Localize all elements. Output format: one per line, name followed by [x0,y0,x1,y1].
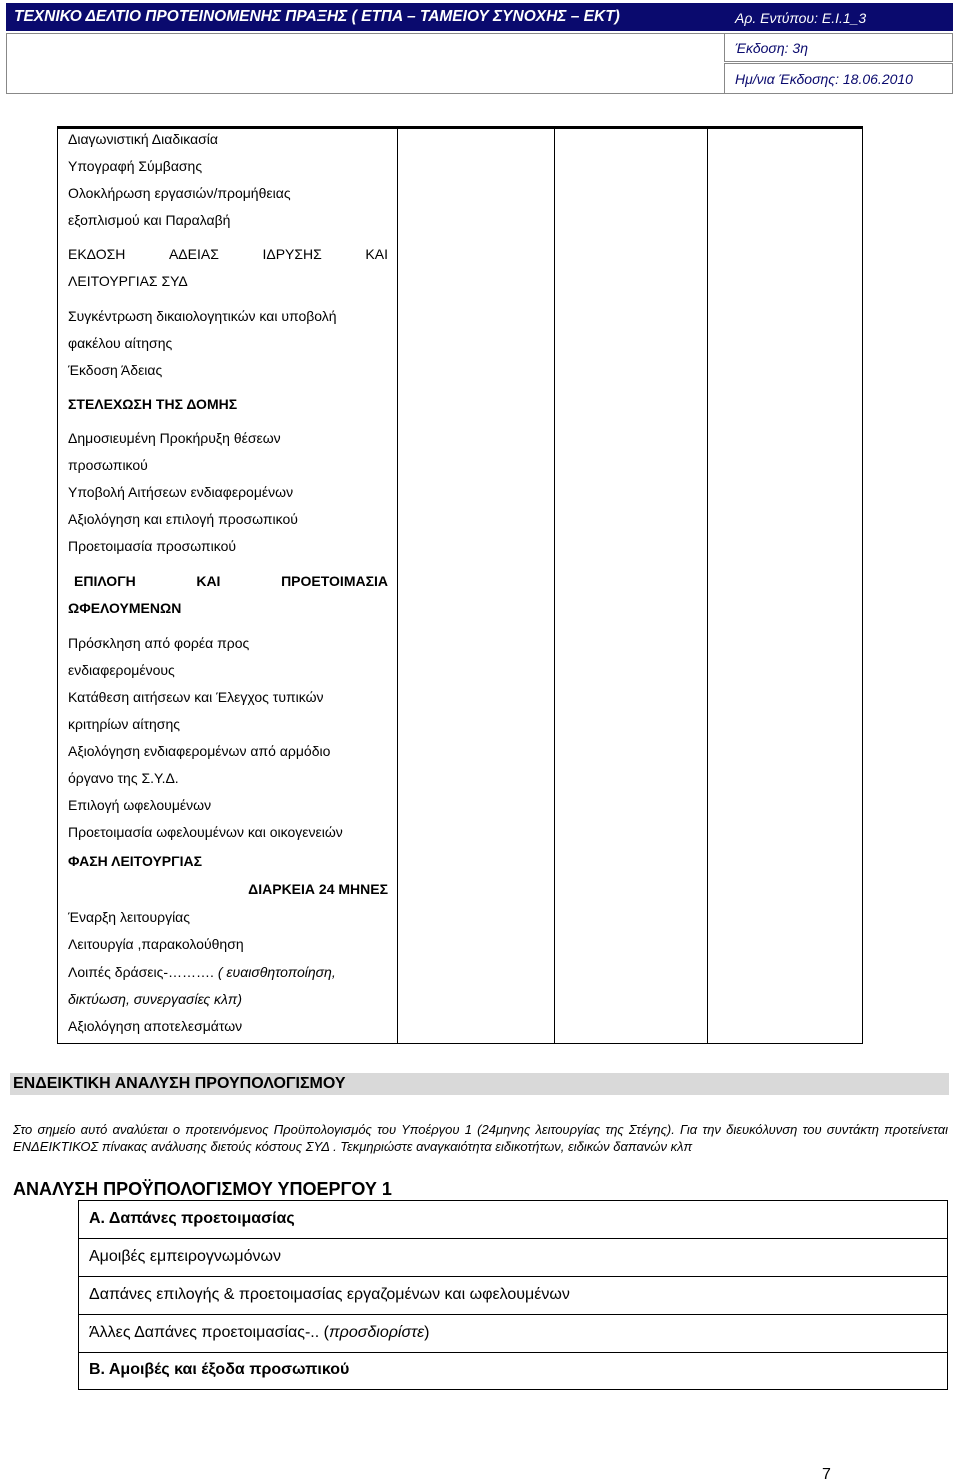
page-number: 7 [822,1466,831,1483]
activity-row: ΛΕΙΤΟΥΡΓΙΑΣ ΣΥΔ [68,273,188,289]
activity-row: ενδιαφερομένους [68,662,175,678]
section-heading-operation: ΦΑΣΗ ΛΕΙΤΟΥΡΓΙΑΣ [68,853,202,869]
document-header [6,3,953,95]
column-divider [397,127,398,1043]
activity-row: Υποβολή Αιτήσεων ενδιαφερομένων [68,484,294,500]
activity-row: Προετοιμασία προσωπικού [68,538,237,554]
table-top-border [58,127,862,129]
activity-row: Πρόσκληση από φορέα προς [68,635,250,651]
activity-row: Αξιολόγηση και επιλογή προσωπικού [68,511,298,527]
activity-row: Δημοσιευμένη Προκήρυξη θέσεων [68,430,281,446]
section-heading-staffing: ΣΤΕΛΕΧΩΣΗ ΤΗΣ ΔΟΜΗΣ [68,396,238,412]
activity-row: κριτηρίων αίτησης [68,716,180,732]
activity-row-other-actions [68,964,388,980]
budget-table [78,1200,948,1390]
activity-row: Έκδοση Άδειας [68,362,163,378]
column-divider [554,127,555,1043]
edition-label: Έκδοση: 3η [724,33,953,62]
activity-row: Προετοιμασία ωφελουμένων και οικογενειών [68,824,343,840]
heading-word: ΑΔΕΙΑΣ [168,246,219,262]
column-divider [707,127,708,1043]
activity-row: Λειτουργία ,παρακολούθηση [68,936,244,952]
activity-row: Υπογραφή Σύμβασης [68,158,203,174]
section-heading-beneficiaries-cont: ΩΦΕΛΟΥΜΕΝΩΝ [68,600,182,616]
budget-row: Δαπάνες επιλογής & προετοιμασίας εργαζομένων και ωφελουμένων [79,1277,947,1315]
budget-row: Αμοιβές εμπειρογνωμόνων [79,1239,947,1277]
timeline-table [57,126,863,1044]
heading-word: ΚΑΙ [196,573,221,589]
activity-row: όργανο της Σ.Υ.Δ. [68,770,179,786]
budget-row-staff-header: Β. Αμοιβές και έξοδα προσωπικού [89,1361,350,1378]
budget-section-band: ΕΝΔΕΙΚΤΙΚΗ ΑΝΑΛΥΣΗ ΠΡΟΥΠΟΛΟΓΙΣΜΟΥ [10,1073,949,1095]
other-costs-label: Άλλες Δαπάνες προετοιμασίας-.. ( [89,1324,329,1341]
form-title: ΤΕΧΝΙΚΟ ΔΕΛΤΙΟ ΠΡΟΤΕΙΝΟΜΕΝΗΣ ΠΡΑΞΗΣ ( ΕΤΠΑ – ΤΑΜΕΙΟΥ ΣΥΝΟΧΗΣ – ΕΚΤ) [6,3,724,31]
form-number: Αρ. Εντύπου: Ε.Ι.1_3 [724,3,953,31]
other-actions-examples: ( ευαισθητοποίηση, [213,964,336,980]
budget-instructions: Στο σημείο αυτό αναλύεται ο προτεινόμενος Προϋπολογισμός του Υποέργου 1 (24μηνης λειτουργίας της Στέγης). Για την διευκόλυνση του συντάκτη προτείνεται ΕΝΔΕΙΚΤΙΚΟΣ πίνακας ανάλυσης διετούς κόστους ΣΥΔ . Τεκμηριώστε αναγκαιότητα ειδικοτήτων, ειδικών δαπανών κλπ [13,1122,948,1154]
activity-row: προσωπικού [68,457,148,473]
activity-row: Αξιολόγηση αποτελεσμάτων [68,1018,243,1034]
activity-row: Επιλογή ωφελουμένων [68,797,212,813]
duration-label: ΔΙΑΡΚΕΙΑ 24 ΜΗΝΕΣ [248,881,388,897]
activity-row: δικτύωση, συνεργασίες κλπ) [68,991,242,1007]
activity-row: Συγκέντρωση δικαιολογητικών και υποβολή [68,308,337,324]
heading-word: ΙΔΡΥΣΗΣ [262,246,322,262]
budget-row-other [79,1315,947,1353]
activity-row: εξοπλισμού και Παραλαβή [68,212,231,228]
budget-heading: ΑΝΑΛΥΣΗ ΠΡΟΫΠΟΛΟΓΙΣΜΟΥ ΥΠΟΕΡΓΟΥ 1 [13,1179,392,1199]
other-costs-close: ) [424,1324,430,1341]
activity-row: Διαγωνιστική Διαδικασία [68,131,219,147]
edition-date: Ημ/νια Έκδοσης: 18.06.2010 [724,63,953,94]
heading-word: ΕΠΙΛΟΓΗ [74,573,136,589]
activity-row: Έναρξη λειτουργίας [68,909,191,925]
other-actions-label: Λοιπές δράσεις-………. [68,964,214,980]
header-blank-cell [6,33,724,94]
activity-row: Αξιολόγηση ενδιαφερομένων από αρμόδιο [68,743,331,759]
activity-row: Ολοκλήρωση εργασιών/προμήθειας [68,185,291,201]
heading-word: ΕΚΔΟΣΗ [68,246,126,262]
specify-hint: προσδιορίστε [328,1324,425,1341]
budget-row-prep-header: Α. Δαπάνες προετοιμασίας [79,1201,947,1239]
activity-row: Κατάθεση αιτήσεων και Έλεγχος τυπικών [68,689,324,705]
section-heading-beneficiaries [68,573,388,589]
activity-row: φακέλου αίτησης [68,335,173,351]
heading-word: ΚΑΙ [365,246,388,262]
heading-word: ΠΡΟΕΤΟΙΜΑΣΙΑ [281,573,388,589]
section-heading-license [68,246,388,262]
